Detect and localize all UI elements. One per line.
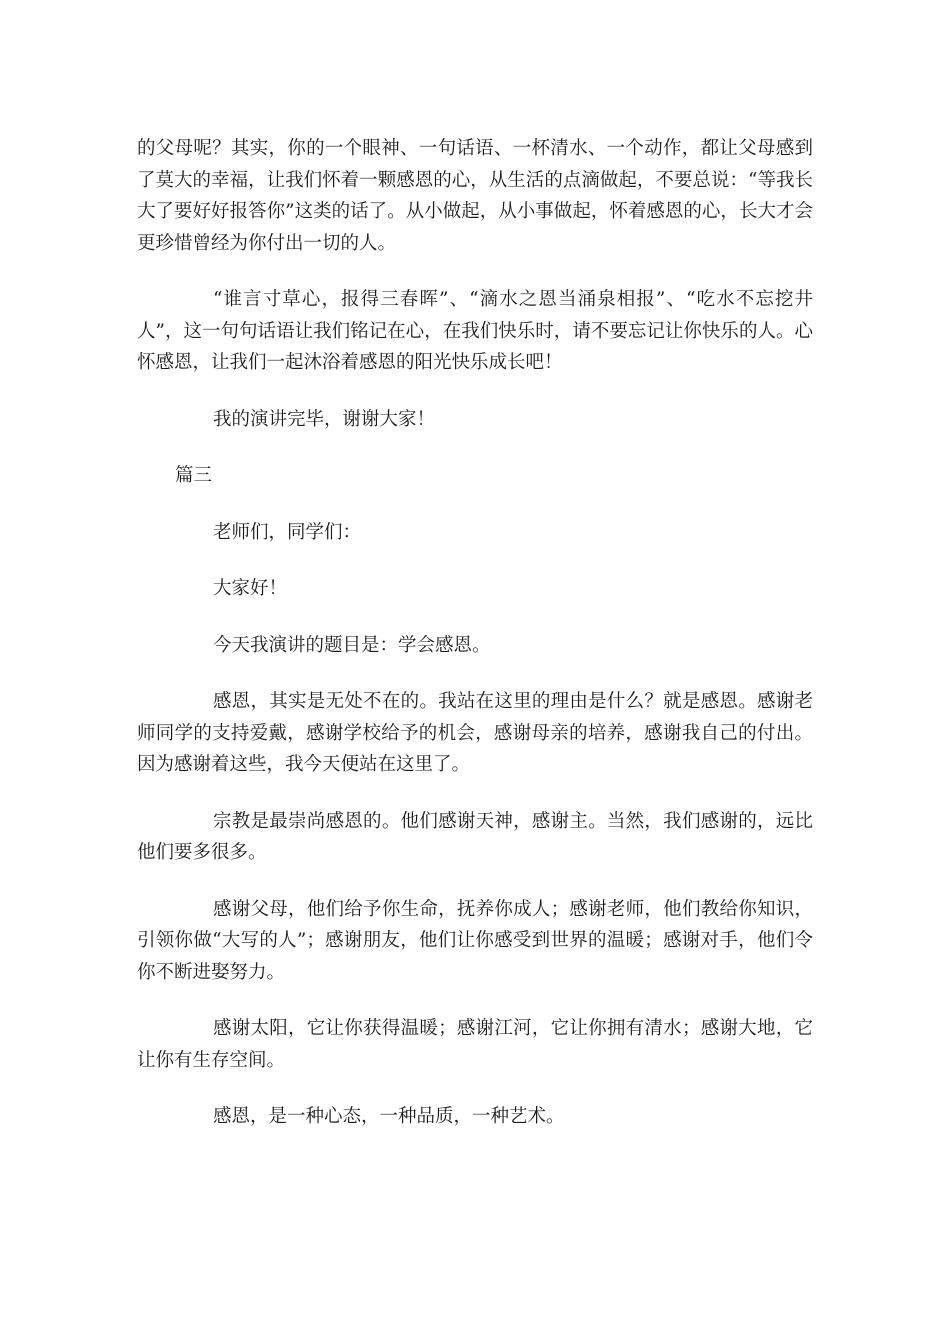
paragraph-gratitude-everywhere: 感恩，其实是无处不在的。我站在这里的理由是什么？就是感恩。感谢老师同学的支持爱戴，感谢学校给予的机会，感谢母亲的培养，感谢我自己的付出。因为感谢着这些，我今天便站在这里了。 — [137, 691, 813, 775]
paragraph-religion: 宗教是最崇尚感恩的。他们感谢天神，感谢主。当然，我们感谢的，远比他们要多很多。 — [137, 810, 813, 863]
paragraph-definition: 感恩，是一种心态，一种品质，一种艺术。 — [213, 1106, 565, 1127]
paragraph-greeting: 大家好！ — [213, 578, 288, 599]
paragraph-thank-people: 感谢父母，他们给予你生命，抚养你成人；感谢老师，他们教给你知识，引领你做“大写的人”；感谢朋友，他们让你感受到世界的温暖；感谢对手，他们令你不断进娶努力。 — [137, 898, 813, 983]
paragraph-thank-nature: 感谢太阳，它让你获得温暖；感谢江河，它让你拥有清水；感谢大地，它让你有生存空间。 — [137, 1018, 813, 1071]
paragraph-continuation: 的父母呢？其实，你的一个眼神、一句话语、一杯清水、一个动作，都让父母感到了莫大的幸福，让我们怀着一颗感恩的心，从生活的点滴做起，不要总说：“等我长大了要好好报答你”这类的话了。从小做起，从小事做起，怀着感恩的心，长大才会更珍惜曾经为你付出一切的人。 — [137, 138, 813, 254]
section-heading: 篇三 — [175, 465, 213, 486]
document-body — [137, 133, 813, 1158]
paragraph-topic: 今天我演讲的题目是：学会感恩。 — [213, 634, 491, 656]
paragraph-quotes: “谁言寸草心，报得三春晖”、“滴水之恩当涌泉相报”、“吃水不忘挖井人”，这一句句话语让我们铭记在心，在我们快乐时，请不要忘记让你快乐的人。心怀感恩，让我们一起沐浴着感恩的阳光快乐成长吧！ — [137, 289, 813, 373]
paragraph-closing: 我的演讲完毕，谢谢大家！ — [213, 408, 436, 430]
paragraph-salutation: 老师们，同学们： — [213, 521, 362, 543]
